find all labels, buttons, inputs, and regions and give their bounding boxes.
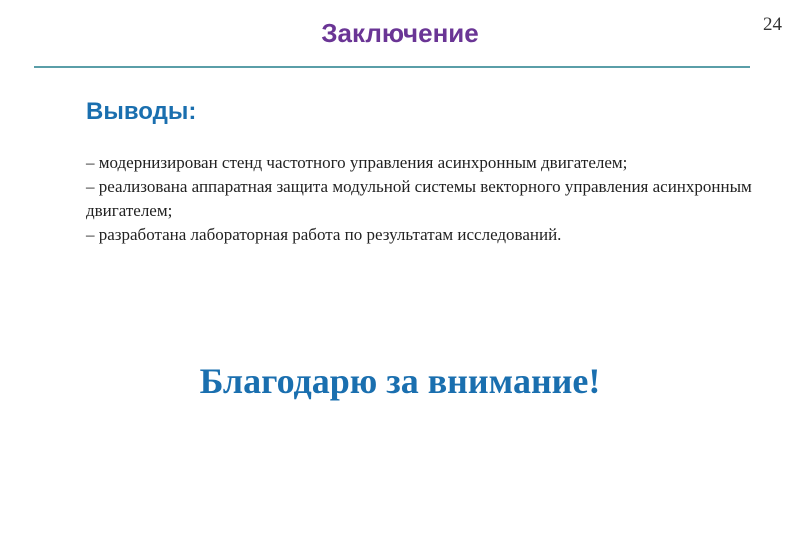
slide-number: 24	[763, 14, 782, 35]
conclusion-item: – разработана лабораторная работа по результатам исследований.	[86, 225, 562, 244]
conclusion-item: – реализована аппаратная защита модульной системы векторного управления асинхронным двигателем;	[86, 177, 752, 220]
closing-message: Благодарю за внимание!	[199, 361, 601, 401]
conclusions-heading: Выводы:	[86, 98, 197, 125]
slide-title: Заключение	[321, 18, 479, 48]
conclusion-item: – модернизирован стенд частотного управления асинхронным двигателем;	[86, 153, 628, 172]
conclusions-list	[86, 151, 766, 247]
title-divider	[34, 66, 750, 68]
